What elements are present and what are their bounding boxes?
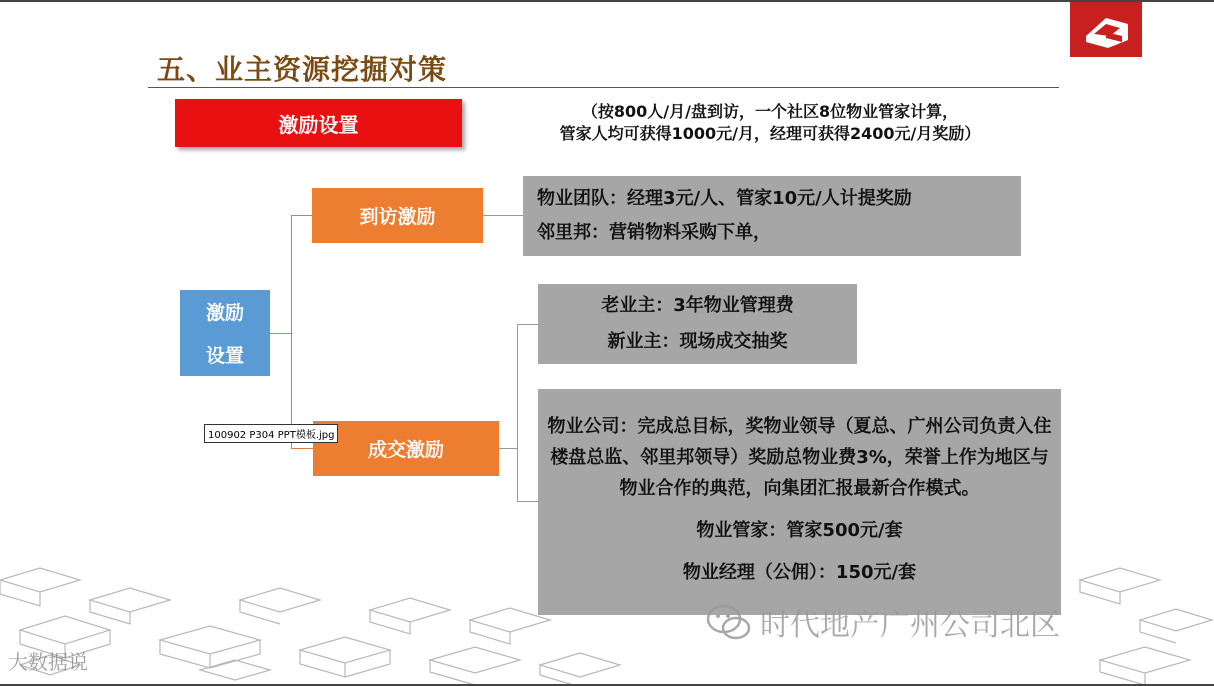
company-detail-box xyxy=(538,389,1061,615)
connector-owner xyxy=(517,324,538,325)
root-label-2: 设置 xyxy=(205,345,244,367)
old-owner-text: 老业主：3年物业管理费 xyxy=(601,295,794,316)
calculation-note xyxy=(525,101,1015,145)
page-title: 五、业主资源挖掘对策 xyxy=(157,53,448,86)
corner-watermark xyxy=(8,646,88,675)
connector-root xyxy=(270,333,292,334)
connector-deal-detail xyxy=(499,448,517,449)
root-node xyxy=(180,290,270,376)
watermark-text: 时代地产广州公司北区 xyxy=(760,608,1060,643)
deal-incentive-node: 成交激励 xyxy=(313,421,499,476)
note-line-2: 管家人均可获得1000元/月，经理可获得2400元/月奖励） xyxy=(559,124,981,143)
title-divider xyxy=(148,87,1059,88)
file-tooltip: 100902 P304 PPT模板.jpg xyxy=(204,424,338,443)
connector-trunk xyxy=(291,215,292,449)
logo-icon xyxy=(1070,2,1142,57)
connector-deal-trunk xyxy=(517,324,518,502)
company-logo xyxy=(1070,2,1142,57)
note-line-1: （按800人/月/盘到访，一个社区8位物业管家计算， xyxy=(581,102,959,121)
visit-incentive-node: 到访激励 xyxy=(312,188,483,243)
wechat-watermark xyxy=(706,600,1060,644)
connector-deal xyxy=(291,448,313,449)
incentive-tag: 激励设置 xyxy=(175,99,462,147)
visit-detail-line-1: 物业团队：经理3元/人、管家10元/人计提奖励 xyxy=(537,188,912,209)
top-border xyxy=(0,0,1214,2)
corner-watermark-text: 大数据说 xyxy=(8,650,88,674)
connector-company xyxy=(517,501,538,502)
connector-visit xyxy=(291,215,312,216)
manager-reward-text: 物业经理（公佣）：150元/套 xyxy=(682,562,917,583)
root-label-1: 激励 xyxy=(205,302,244,324)
owner-detail-box xyxy=(538,284,857,364)
visit-detail-box xyxy=(523,176,1021,256)
company-reward-text: 物业公司：完成总目标，奖物业领导（夏总、广州公司负责入住楼盘总监、邻里邦领导）奖励总物业费3%，荣誉上作为地区与物业合作的典范，向集团汇报最新合作模式。 xyxy=(547,416,1052,499)
steward-reward-text: 物业管家：管家500元/套 xyxy=(696,520,903,541)
wechat-icon xyxy=(706,603,752,641)
connector-visit-detail xyxy=(483,215,523,216)
visit-detail-line-2: 邻里邦：营销物料采购下单， xyxy=(537,222,771,243)
new-owner-text: 新业主：现场成交抽奖 xyxy=(607,331,788,352)
